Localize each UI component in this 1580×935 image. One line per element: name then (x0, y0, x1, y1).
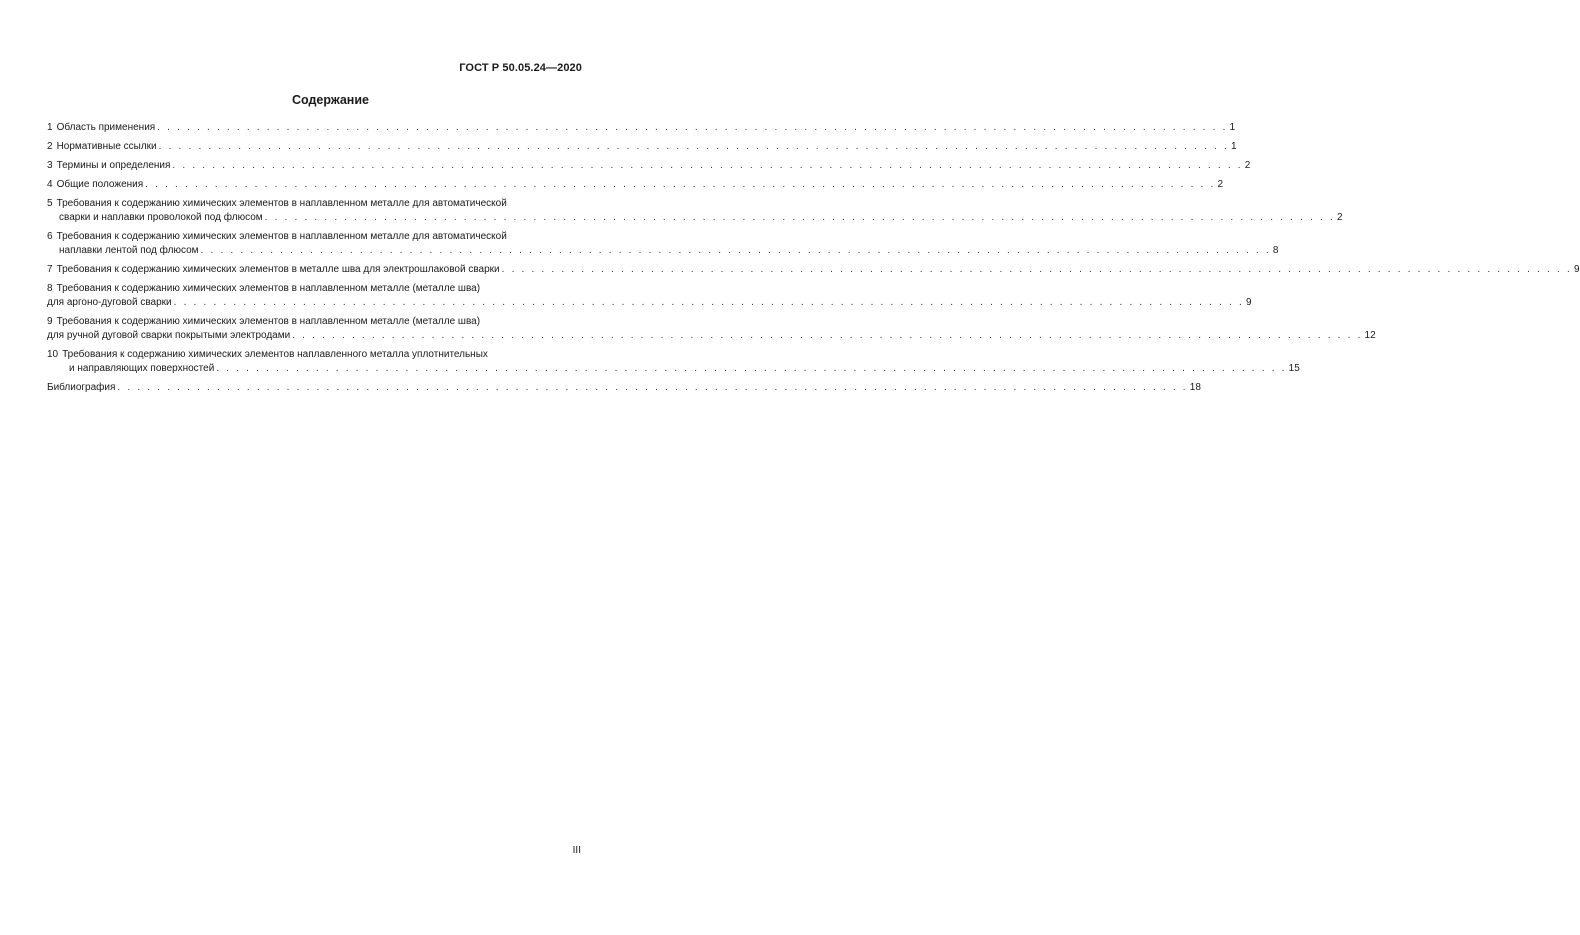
document-code: ГОСТ Р 50.05.24—2020 (459, 62, 582, 74)
toc-entry[interactable] (47, 197, 1343, 225)
toc-entry-title: Требования к содержанию химических элементов в металле шва для электрошлаковой сварки (56, 264, 500, 275)
toc-entry[interactable] (47, 263, 1580, 277)
dot-leader: . . . . . . . . . . . . . . . . . . . . . . . . . . . . . . . . . . . . . . . . . . . . . . . . . . . . . . . . . . . . . . . . . . . . . . . . . . . . . . . . . . . . . . . . . . . . . . . . . . . . . . . . . . . . (158, 141, 1229, 152)
dot-leader: . . . . . . . . . . . . . . . . . . . . . . . . . . . . . . . . . . . . . . . . . . . . . . . . . . . . . . . . . . . . . . . . . . . . . . . . . . . . . . . . . . . . . . . . . . . . . . . . . . . . . . . . . . . . (157, 122, 1228, 133)
toc-entry[interactable] (47, 121, 1236, 135)
toc-entry-title: Требования к содержанию химических элементов в наплавленном металле (металле шва) (56, 283, 481, 294)
dot-leader: . . . . . . . . . . . . . . . . . . . . . . . . . . . . . . . . . . . . . . . . . . . . . . . . . . . . . . . . . . . . . . . . . . . . . . . . . . . . . . . . . . . . . . . . . . . . . . . . . . . . . . . . . . . . (172, 160, 1243, 171)
toc-entry-title: Библиография (47, 382, 116, 393)
toc-entry-title: Требования к содержанию химических элементов в наплавленном металле для автоматической (56, 231, 507, 242)
toc-entry-number: 6 (47, 231, 53, 242)
toc-entry[interactable] (47, 178, 1224, 192)
dot-leader: . . . . . . . . . . . . . . . . . . . . . . . . . . . . . . . . . . . . . . . . . . . . . . . . . . . . . . . . . . . . . . . . . . . . . . . . . . . . . . . . . . . . . . . . . . . . . . . . . . . . . . . . . . . . (117, 382, 1188, 393)
toc-entry-number: 10 (47, 349, 59, 360)
toc-entry[interactable] (47, 282, 1252, 310)
toc-entry-page: 2 (1217, 179, 1224, 190)
dot-leader: . . . . . . . . . . . . . . . . . . . . . . . . . . . . . . . . . . . . . . . . . . . . . . . . . . . . . . . . . . . . . . . . . . . . . . . . . . . . . . . . . . . . . . . . . . . . . . . . . . . . . . . . . . . . (501, 264, 1572, 275)
toc-entry-title-continued: для ручной дуговой сварки покрытыми электродами (47, 330, 291, 341)
table-of-contents (47, 121, 1580, 400)
toc-entry-title: Нормативные ссылки (56, 141, 157, 152)
toc-entry-number: 5 (47, 198, 53, 209)
dot-leader: . . . . . . . . . . . . . . . . . . . . . . . . . . . . . . . . . . . . . . . . . . . . . . . . . . . . . . . . . . . . . . . . . . . . . . . . . . . . . . . . . . . . . . . . . . . . . . . . . . . . . . . . . . . . (216, 363, 1287, 374)
toc-entry-title-continued: наплавки лентой под флюсом (59, 245, 199, 256)
toc-entry-title: Термины и определения (56, 160, 171, 171)
toc-title: Содержание (291, 93, 369, 107)
toc-entry-title-continued: и направляющих поверхностей (69, 363, 215, 374)
toc-entry-page: 18 (1189, 382, 1201, 393)
toc-entry-number: 3 (47, 160, 53, 171)
toc-entry-title-continued: для аргоно-дуговой сварки (47, 297, 172, 308)
toc-entry-page: 1 (1230, 141, 1237, 152)
toc-entry-title: Общие положения (56, 179, 144, 190)
toc-entry-title: Требования к содержанию химических элементов в наплавленном металле для автоматической (56, 198, 507, 209)
page-number: III (572, 845, 581, 856)
dot-leader: . . . . . . . . . . . . . . . . . . . . . . . . . . . . . . . . . . . . . . . . . . . . . . . . . . . . . . . . . . . . . . . . . . . . . . . . . . . . . . . . . . . . . . . . . . . . . . . . . . . . . . . . . . . . (292, 330, 1363, 341)
dot-leader: . . . . . . . . . . . . . . . . . . . . . . . . . . . . . . . . . . . . . . . . . . . . . . . . . . . . . . . . . . . . . . . . . . . . . . . . . . . . . . . . . . . . . . . . . . . . . . . . . . . . . . . . . . . . (173, 297, 1244, 308)
dot-leader: . . . . . . . . . . . . . . . . . . . . . . . . . . . . . . . . . . . . . . . . . . . . . . . . . . . . . . . . . . . . . . . . . . . . . . . . . . . . . . . . . . . . . . . . . . . . . . . . . . . . . . . . . . . . (145, 179, 1216, 190)
toc-entry-page: 8 (1272, 245, 1279, 256)
toc-entry-title: Требования к содержанию химических элементов наплавленного металла уплотнительных (62, 349, 488, 360)
toc-entry-number: 8 (47, 283, 53, 294)
toc-entry-bibliography[interactable] (47, 381, 1201, 395)
toc-entry-number: 1 (47, 122, 53, 133)
toc-entry[interactable] (47, 159, 1251, 173)
toc-entry[interactable] (47, 348, 1300, 376)
toc-entry[interactable] (47, 140, 1237, 154)
toc-entry[interactable] (47, 230, 1279, 258)
toc-entry-page: 9 (1245, 297, 1252, 308)
toc-entry[interactable] (47, 315, 1376, 343)
toc-entry-page: 2 (1336, 212, 1343, 223)
toc-entry-title-continued: сварки и наплавки проволокой под флюсом (59, 212, 263, 223)
toc-entry-number: 2 (47, 141, 53, 152)
toc-entry-number: 4 (47, 179, 53, 190)
toc-entry-number: 7 (47, 264, 53, 275)
toc-entry-page: 12 (1364, 330, 1376, 341)
toc-entry-page: 1 (1229, 122, 1236, 133)
toc-entry-title: Область применения (56, 122, 156, 133)
toc-entry-page: 2 (1244, 160, 1251, 171)
toc-entry-title: Требования к содержанию химических элементов в наплавленном металле (металле шва) (56, 316, 481, 327)
toc-entry-page: 15 (1288, 363, 1300, 374)
toc-entry-page: 9 (1573, 264, 1580, 275)
toc-entry-number: 9 (47, 316, 53, 327)
dot-leader: . . . . . . . . . . . . . . . . . . . . . . . . . . . . . . . . . . . . . . . . . . . . . . . . . . . . . . . . . . . . . . . . . . . . . . . . . . . . . . . . . . . . . . . . . . . . . . . . . . . . . . . . . . . . (200, 245, 1271, 256)
dot-leader: . . . . . . . . . . . . . . . . . . . . . . . . . . . . . . . . . . . . . . . . . . . . . . . . . . . . . . . . . . . . . . . . . . . . . . . . . . . . . . . . . . . . . . . . . . . . . . . . . . . . . . . . . . . . (264, 212, 1335, 223)
